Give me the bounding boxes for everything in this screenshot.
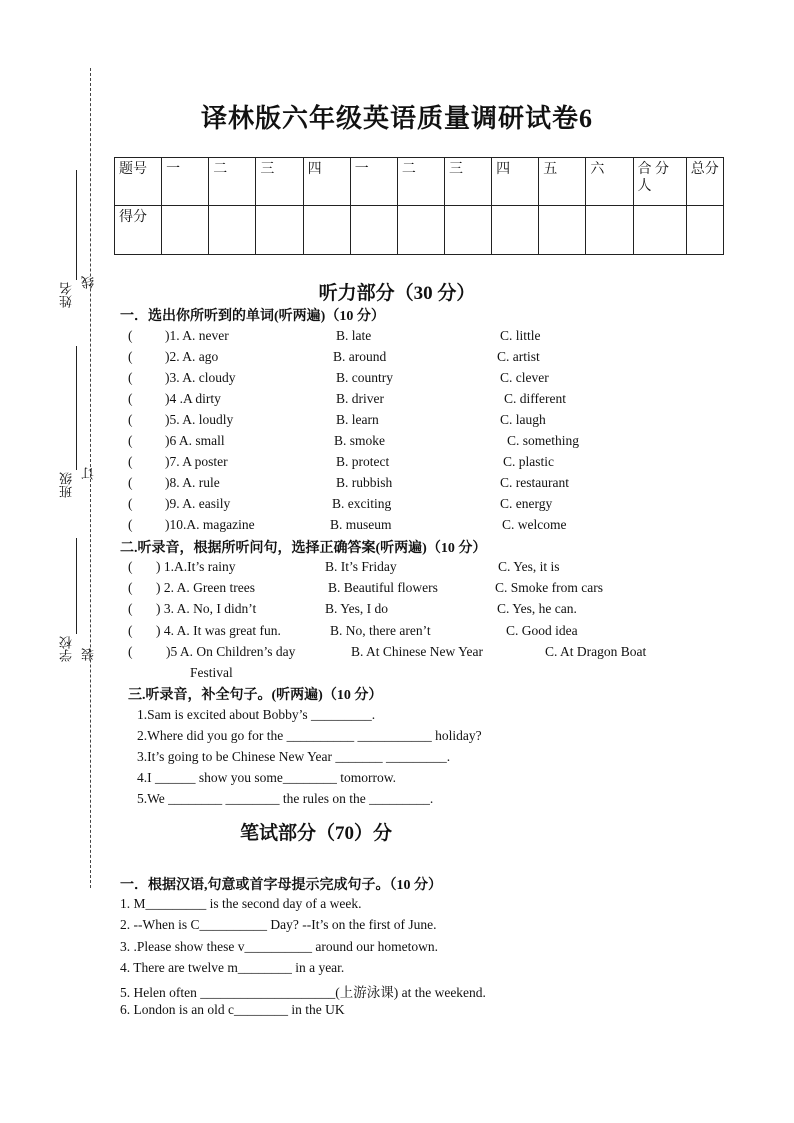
list-item-option-b: B. around [333,349,387,364]
score-cell[interactable] [686,206,723,255]
list-item-option-c: C. restaurant [500,475,569,490]
score-cell[interactable] [303,206,350,255]
table-header-cell: 二 [209,158,256,206]
table-header-cell: 四 [303,158,350,206]
score-cell[interactable] [444,206,491,255]
score-cell[interactable] [350,206,397,255]
list-item-paren: ( [128,454,133,469]
listening-part2-heading: 二.听录音，根据所听问句，选择正确答案(听两遍)（10 分） [120,541,487,556]
list-item-paren: ( [128,623,133,638]
school-blank [76,538,77,634]
list-item-paren: ( [128,475,133,490]
listening-part1-heading: 一．选出你所听到的单词(听两遍)（10 分） [120,309,385,324]
score-cell[interactable] [397,206,444,255]
score-table-score-row [115,206,724,255]
table-header-cell: 一 [162,158,209,206]
score-cell[interactable] [209,206,256,255]
list-item-option-b: B. No, there aren’t [330,623,431,638]
list-item: 5.We ________ ________ the rules on the _________. [137,791,434,806]
list-item-paren: ( [128,412,133,427]
list-item-option-b: B. smoke [334,433,386,448]
score-cell[interactable] [586,206,633,255]
list-item: 5. Helen often ____________________(上游泳课) at the weekend. [120,985,486,1000]
list-item-option-c: C. welcome [502,517,567,532]
list-item-option-b: B. late [336,328,372,343]
list-item-option-b: B. rubbish [336,475,393,490]
table-header-cell: 题号 [115,158,162,206]
score-cell[interactable] [162,206,209,255]
list-item-paren: ( [128,349,133,364]
list-item: 4. There are twelve m________ in a year. [120,960,345,975]
table-header-cell: 五 [539,158,586,206]
list-item-option-b: B. At Chinese New Year [351,644,483,659]
page-title: 译林版六年级英语质量调研试卷6 [200,104,593,133]
list-item-option-c: C. laugh [500,412,546,427]
list-item-paren: ( [128,433,133,448]
table-header-cell: 三 [256,158,303,206]
list-item-paren: ( [128,370,133,385]
binding-mark-line: 线 [81,276,96,289]
score-table [114,157,724,255]
list-item-option-a: )5 A. On Children’s day [166,644,296,659]
list-item: 4.I ______ show you some________ tomorrow. [137,770,396,785]
list-item: 1.Sam is excited about Bobby’s _________. [137,707,376,722]
school-label: 学校 [59,636,74,662]
list-item-option-a: )6 A. small [165,433,225,448]
list-item-paren: ( [128,496,133,511]
table-row-label: 得分 [115,206,162,255]
written-part1-heading: 一．根据汉语,句意或首字母提示完成句子。（10 分） [120,878,442,893]
list-item-paren: ( [128,601,133,616]
list-item-paren: ( [128,559,133,574]
list-item-option-b: B. Beautiful flowers [328,580,438,595]
list-item-option-a: ) 3. A. No, I didn’t [156,601,257,616]
score-cell[interactable] [256,206,303,255]
list-item-option-b: B. country [336,370,393,385]
list-item-paren: ( [128,517,133,532]
list-item-option-b: B. driver [336,391,384,406]
score-cell[interactable] [633,206,686,255]
list-item-option-c: C. energy [500,496,553,511]
list-item-option-a: )9. A. easily [165,496,231,511]
list-item-option-c: C. different [504,391,566,406]
list-item-option-b: B. Yes, I do [325,601,389,616]
list-item-option-c: C. plastic [503,454,554,469]
list-item-option-c: C. clever [500,370,549,385]
list-item-option-c: C. Smoke from cars [495,580,603,595]
list-item-option-a: ) 1.A.It’s rainy [156,559,236,574]
class-label: 班级 [59,472,74,498]
list-item-paren: ( [128,328,133,343]
list-item: 2.Where did you go for the __________ ___________ holiday? [137,728,482,743]
list-item-option-a: ) 4. A. It was great fun. [156,623,281,638]
binding-mark-zhuang: 装 [81,648,96,661]
list-item-option-a: )4 .A dirty [165,391,221,406]
table-header-cell: 合 分人 [633,158,686,206]
list-item: 2. --When is C__________ Day? --It’s on the first of June. [120,917,437,932]
list-item-option-b: B. exciting [332,496,392,511]
list-item-option-c: C. little [500,328,541,343]
list-item-option-a: )7. A poster [165,454,228,469]
list-item-option-a: )8. A. rule [165,475,220,490]
list-item-paren: ( [128,580,133,595]
list-item-option-b: B. learn [336,412,379,427]
list-item-option-b: B. museum [330,517,392,532]
table-header-cell: 四 [492,158,539,206]
list-item-option-a: )2. A. ago [165,349,219,364]
score-cell[interactable] [539,206,586,255]
list-item-paren: ( [128,644,133,659]
class-blank [76,346,77,470]
list-item-option-a: )3. A. cloudy [165,370,236,385]
list-item-option-a: )5. A. loudly [165,412,234,427]
list-item-option-c: C. artist [497,349,540,364]
list-item-option-b: B. It’s Friday [325,559,397,574]
listening-part3-heading: 三.听录音，补全句子。(听两遍)（10 分） [128,688,383,703]
list-item-option-c: C. Good idea [506,623,578,638]
table-header-cell: 二 [397,158,444,206]
list-item-option-c: C. Yes, he can. [497,601,577,616]
list-item: 3.It’s going to be Chinese New Year _______ _________. [137,749,451,764]
list-item: 6. London is an old c________ in the UK [120,1002,345,1017]
list-item-option-c: C. At Dragon Boat [545,644,647,659]
list-item: 3. .Please show these v__________ around our hometown. [120,939,438,954]
binding-mark-ding: 订 [81,467,96,480]
list-item-option-a: ) 2. A. Green trees [156,580,255,595]
score-cell[interactable] [492,206,539,255]
list-item-continuation: Festival [190,665,233,680]
name-label: 姓名 [59,282,74,308]
table-header-cell: 一 [350,158,397,206]
list-item-paren: ( [128,391,133,406]
written-section-title: 笔试部分（70）分 [240,823,393,844]
table-header-cell: 六 [586,158,633,206]
list-item-option-c: C. Yes, it is [498,559,560,574]
score-table-header-row [115,158,724,206]
list-item-option-c: C. something [507,433,580,448]
list-item-option-a: )1. A. never [165,328,229,343]
name-blank [76,170,77,280]
table-header-cell: 总分 [686,158,723,206]
list-item-option-b: B. protect [336,454,390,469]
listening-section-title: 听力部分（30 分） [318,283,476,304]
list-item: 1. M_________ is the second day of a week. [120,896,362,911]
table-header-cell: 三 [444,158,491,206]
list-item-option-a: )10.A. magazine [165,517,255,532]
